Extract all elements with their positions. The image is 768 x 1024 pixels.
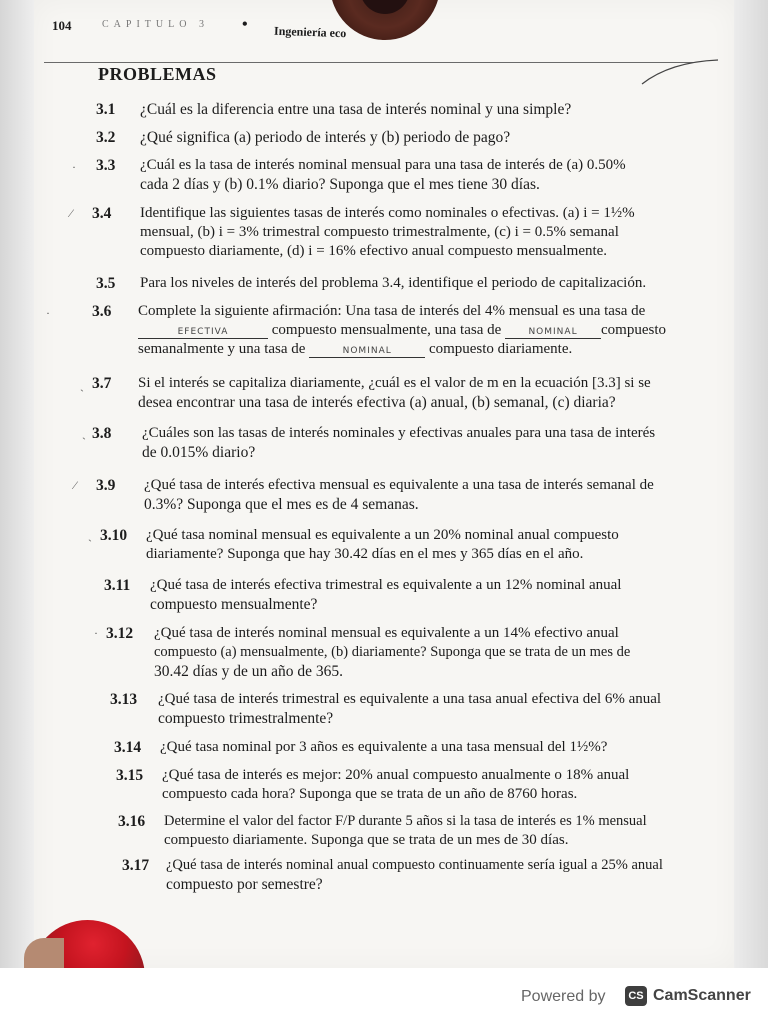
problem-text: 30.42 días y de un año de 365. xyxy=(154,663,343,680)
problem-text: Identifique las siguientes tasas de interés como nominales o efectivas. (a) i = 1½% xyxy=(140,205,635,221)
camscanner-logo-icon: CS xyxy=(625,986,647,1006)
problem-text: ¿Qué tasa de interés efectiva mensual es equivalente a una tasa de interés semanal de xyxy=(144,477,654,493)
handwritten-answer-1: EFECTIVA xyxy=(138,326,268,339)
problem-text: compuesto xyxy=(601,322,667,338)
problem-number: 3.8 xyxy=(92,425,112,442)
problem-text: ¿Qué tasa de interés nominal anual compuesto continuamente sería igual a 25% anual xyxy=(166,857,663,873)
problem-text: mensual, (b) i = 3% trimestral compuesto trimestralmente, (c) i = 0.5% semanal xyxy=(140,224,619,240)
problem-text: ¿Qué tasa de interés efectiva trimestral es equivalente a un 12% nominal anual xyxy=(150,577,622,593)
problem-text: semanalmente y una tasa de xyxy=(138,341,306,357)
problem-number: 3.3 xyxy=(96,157,116,174)
pen-mark: · xyxy=(94,626,98,640)
powered-by-label: Powered by xyxy=(521,988,606,1005)
problem-number: 3.15 xyxy=(116,767,144,784)
problem-text: compuesto mensualmente? xyxy=(150,596,318,613)
problem-text: diariamente? Suponga que hay 30.42 días en el mes y 365 días en el año. xyxy=(146,546,584,562)
problem-number: 3.7 xyxy=(92,375,112,392)
problem-text: compuesto cada hora? Suponga que se trata de un año de 8760 horas. xyxy=(162,786,578,802)
problem-number: 3.4 xyxy=(92,205,112,222)
problem-number: 3.16 xyxy=(118,813,146,830)
pen-mark: ˎ xyxy=(80,378,84,392)
problem-number: 3.2 xyxy=(96,129,116,146)
pen-mark: ⁄ xyxy=(70,206,73,220)
problem-text: ¿Qué tasa de interés trimestral es equivalente a una tasa anual efectiva del 6% anual xyxy=(158,691,662,707)
problem-text: compuesto (a) mensualmente, (b) diariamente? Suponga que se trata de un mes de xyxy=(154,644,631,660)
problem-text: ¿Qué significa (a) periodo de interés y (b) periodo de pago? xyxy=(140,129,511,146)
scanner-watermark xyxy=(0,968,768,1024)
problem-text: compuesto diariamente, (d) i = 16% efectivo anual compuesto mensualmente. xyxy=(140,243,608,259)
problem-text: 0.3%? Suponga que el mes es de 4 semanas. xyxy=(144,496,419,513)
camscanner-brand: CamScanner xyxy=(653,987,751,1004)
problem-text: de 0.015% diario? xyxy=(142,444,256,461)
problem-text: ¿Cuál es la diferencia entre una tasa de interés nominal y una simple? xyxy=(140,101,572,118)
pen-mark: ˎ xyxy=(88,528,92,542)
problem-text: compuesto mensualmente, una tasa de xyxy=(271,322,502,338)
problem-text: Si el interés se capitaliza diariamente, ¿cuál es el valor de m en la ecuación [3.3] si se xyxy=(138,375,651,391)
problem-number: 3.17 xyxy=(122,857,150,874)
page-number: 104 xyxy=(52,18,72,33)
pen-mark: ⁄ xyxy=(74,478,77,492)
problem-text: ¿Qué tasa nominal mensual es equivalente a un 20% nominal anual compuesto xyxy=(146,527,619,543)
problem-text: desea encontrar una tasa de interés efectiva (a) anual, (b) semanal, (c) diaria? xyxy=(138,394,616,411)
problem-text: ¿Qué tasa de interés es mejor: 20% anual compuesto anualmente o 18% anual xyxy=(162,767,630,783)
problem-number: 3.9 xyxy=(96,477,116,494)
problem-number: 3.6 xyxy=(92,303,112,320)
problem-number: 3.5 xyxy=(96,275,116,292)
problem-text: ¿Qué tasa nominal por 3 años es equivalente a una tasa mensual del 1½%? xyxy=(160,739,608,755)
problem-text: compuesto por semestre? xyxy=(166,876,323,893)
problem-text: ¿Cuál es la tasa de interés nominal mensual para una tasa de interés de (a) 0.50% xyxy=(140,157,626,173)
section-title: PROBLEMAS xyxy=(98,64,217,84)
problem-text: Para los niveles de interés del problema 3.4, identifique el periodo de capitalización. xyxy=(140,275,647,291)
problem-text: compuesto diariamente. Suponga que se trata de un mes de 30 días. xyxy=(164,832,569,848)
book-title: Ingeniería eco xyxy=(273,23,347,41)
problem-number: 3.11 xyxy=(104,577,131,594)
pen-mark: · xyxy=(46,306,50,320)
problem-text: ¿Cuáles son las tasas de interés nominales y efectivas anuales para una tasa de interés xyxy=(142,425,656,441)
problem-text: compuesto diariamente. xyxy=(428,341,573,357)
problem-text: ¿Qué tasa de interés nominal mensual es equivalente a un 14% efectivo anual xyxy=(154,625,619,641)
problem-text: cada 2 días y (b) 0.1% diario? Suponga que el mes tiene 30 días. xyxy=(140,176,540,193)
handwritten-answer-3: NOMINAL xyxy=(309,345,425,358)
problem-text: compuesto trimestralmente? xyxy=(158,710,334,727)
header-bullet: • xyxy=(242,16,248,33)
problem-number: 3.12 xyxy=(106,625,134,642)
chapter-label: CAPITULO 3 xyxy=(102,19,209,30)
pen-mark: · xyxy=(72,160,76,174)
problem-text: Complete la siguiente afirmación: Una tasa de interés del 4% mensual es una tasa de xyxy=(138,303,646,319)
problem-number: 3.10 xyxy=(100,527,128,544)
handwritten-answer-2: NOMINAL xyxy=(505,326,601,339)
problem-number: 3.1 xyxy=(96,101,116,118)
pen-mark: ˎ xyxy=(82,426,86,440)
problem-number: 3.13 xyxy=(110,691,138,708)
problem-number: 3.14 xyxy=(114,739,142,756)
problem-text: Determine el valor del factor F/P durante 5 años si la tasa de interés es 1% mensual xyxy=(164,813,647,829)
